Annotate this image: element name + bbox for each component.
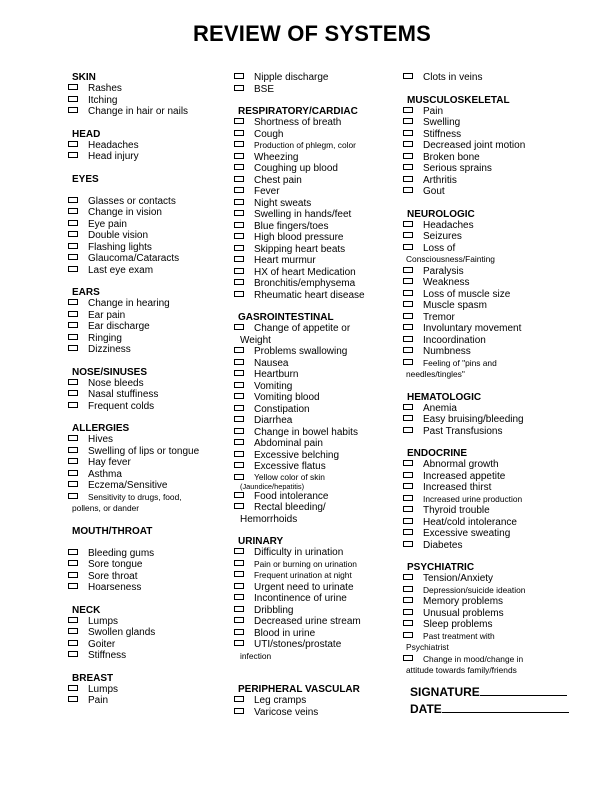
checkbox-row[interactable]: Head injury [68, 151, 228, 163]
checkbox-row[interactable]: Chest pain [234, 175, 402, 187]
checkbox[interactable] [403, 141, 413, 147]
checkbox-row[interactable]: Heart murmur [234, 255, 402, 267]
checkbox[interactable] [403, 632, 413, 638]
page-title: REVIEW OF SYSTEMS [192, 21, 432, 46]
checkbox-row[interactable]: Hay fever [68, 457, 228, 469]
signature-label: SIGNATURE [410, 685, 480, 699]
checkbox[interactable] [234, 560, 244, 566]
checkbox-row[interactable]: Asthma [68, 469, 228, 481]
section-allergies [68, 423, 228, 515]
checkbox[interactable] [234, 640, 244, 646]
section-heading: GASROINTESTINAL [238, 312, 334, 323]
checkbox[interactable] [403, 290, 413, 296]
checkbox[interactable] [234, 324, 244, 330]
checkbox[interactable] [234, 503, 244, 509]
checkbox[interactable] [68, 220, 78, 226]
checkbox-row[interactable]: Blood in urine [234, 628, 402, 640]
checkbox[interactable] [68, 141, 78, 147]
section-urinary [234, 536, 402, 662]
checkbox-row[interactable]: Swelling of lips or tongue [68, 446, 228, 458]
checkbox-row[interactable]: Itching [68, 95, 228, 107]
checkbox[interactable] [234, 210, 244, 216]
checkbox[interactable] [403, 359, 413, 365]
checkbox-row[interactable]: Abdominal pain [234, 438, 402, 450]
checkbox[interactable] [234, 629, 244, 635]
checkbox[interactable] [68, 197, 78, 203]
checkbox-row[interactable]: Ear discharge [68, 321, 228, 333]
section-heading: HEMATOLOGIC [407, 391, 482, 403]
section-heading: PSYCHIATRIC [407, 562, 475, 573]
checkbox[interactable] [234, 347, 244, 353]
checkbox[interactable] [403, 347, 413, 353]
checkbox[interactable] [403, 574, 413, 580]
checkbox[interactable] [234, 416, 244, 422]
checkbox-row[interactable]: Seizures [403, 231, 578, 243]
checkbox[interactable] [403, 313, 413, 319]
checkbox-row[interactable]: Food intolerance [234, 491, 402, 503]
checkbox-row[interactable]: Diarrhea [234, 415, 402, 427]
checkbox[interactable] [234, 187, 244, 193]
checkbox[interactable] [403, 529, 413, 535]
section-heading: NECK [72, 604, 101, 616]
checkbox-row[interactable]: Increased thirst [403, 482, 578, 494]
checkbox-row[interactable]: Change of appetite or [234, 323, 402, 335]
checkbox[interactable] [403, 495, 413, 501]
checkbox[interactable] [403, 73, 413, 79]
checkbox[interactable] [234, 85, 244, 91]
date-field[interactable] [410, 701, 569, 716]
checkbox-row[interactable]: Abnormal growth [403, 459, 578, 471]
checkbox-row[interactable]: Tension/Anxiety [403, 573, 578, 585]
section-peripheral-continued [403, 72, 578, 84]
section-heading: MOUTH/THROAT [72, 525, 153, 537]
checkbox-row[interactable]: Double vision [68, 230, 228, 242]
checkbox-row[interactable]: Dizziness [68, 344, 228, 356]
checkbox-row[interactable]: Lumps [68, 684, 228, 696]
checkbox[interactable] [68, 243, 78, 249]
checkbox[interactable] [403, 267, 413, 273]
checkbox-row[interactable]: Ringing [68, 333, 228, 345]
checkbox[interactable] [234, 594, 244, 600]
checkbox-row[interactable]: Lumps [68, 616, 228, 628]
checkbox-row[interactable]: Change in bowel habits [234, 427, 402, 439]
checkbox-row[interactable]: Swollen glands [68, 627, 228, 639]
checkbox-row[interactable]: Flashing lights [68, 242, 228, 254]
checkbox-row[interactable]: Pain [403, 106, 578, 118]
checkbox-row[interactable]: Loss of [403, 243, 578, 255]
checkbox-row[interactable]: Thyroid trouble [403, 505, 578, 517]
checkbox[interactable] [68, 266, 78, 272]
checkbox[interactable] [68, 254, 78, 260]
checkbox-row[interactable]: Past treatment with [403, 631, 578, 643]
checkbox-row[interactable]: HX of heart Medication [234, 267, 402, 279]
checkbox[interactable] [68, 402, 78, 408]
continuation-text: pollens, or dander [72, 503, 140, 513]
column-middle [234, 72, 402, 718]
checkbox[interactable] [68, 628, 78, 634]
checkbox[interactable] [234, 279, 244, 285]
checkbox[interactable] [234, 617, 244, 623]
section-head [68, 129, 228, 163]
continuation-text: attitude towards family/friends [406, 665, 517, 675]
checkbox-row[interactable]: Fever [234, 186, 402, 198]
checkbox[interactable] [68, 572, 78, 578]
checkbox-row[interactable]: Shortness of breath [234, 117, 402, 129]
checkbox[interactable] [234, 176, 244, 182]
continuation-text: needles/tingles" [406, 369, 465, 379]
checkbox-row[interactable]: Numbness [403, 346, 578, 358]
checkbox-row[interactable]: Vomiting blood [234, 392, 402, 404]
checkbox[interactable] [68, 299, 78, 305]
checkbox-row[interactable]: Excessive belching [234, 450, 402, 462]
checkbox-row[interactable]: Anemia [403, 403, 578, 415]
section-ears [68, 287, 228, 356]
checkbox-row[interactable]: Nasal stuffiness [68, 389, 228, 401]
checkbox[interactable] [234, 245, 244, 251]
checkbox-row[interactable]: Nose bleeds [68, 378, 228, 390]
checkbox-row[interactable]: Feeling of "pins and [403, 358, 578, 370]
checkbox[interactable] [403, 541, 413, 547]
checkbox-row[interactable]: Ear pain [68, 310, 228, 322]
checkbox[interactable] [403, 404, 413, 410]
checkbox[interactable] [234, 268, 244, 274]
checkbox-row[interactable]: Headaches [68, 140, 228, 152]
checkbox[interactable] [234, 451, 244, 457]
checkbox-row[interactable]: Diabetes [403, 540, 578, 552]
checkbox[interactable] [403, 153, 413, 159]
section-heading: NOSE/SINUSES [72, 366, 148, 378]
checkbox[interactable] [234, 359, 244, 365]
checkbox[interactable] [234, 548, 244, 554]
checkbox[interactable] [403, 655, 413, 661]
checkbox-row[interactable]: Hives [68, 434, 228, 446]
checkbox-row[interactable]: Excessive flatus [234, 461, 402, 473]
checkbox[interactable] [68, 447, 78, 453]
checkbox[interactable] [68, 322, 78, 328]
checkbox-row[interactable]: Muscle spasm [403, 300, 578, 312]
checkbox[interactable] [68, 311, 78, 317]
checkbox[interactable] [403, 107, 413, 113]
checkbox[interactable] [234, 73, 244, 79]
checkbox[interactable] [68, 345, 78, 351]
checkbox-row[interactable]: Sleep problems [403, 619, 578, 631]
section-mouth-throat [68, 526, 228, 594]
checkbox-row[interactable]: Difficulty in urination [234, 547, 402, 559]
checkbox-row[interactable]: Urgent need to urinate [234, 582, 402, 594]
checkbox-row[interactable]: Problems swallowing [234, 346, 402, 358]
checkbox-row[interactable]: Arthritis [403, 175, 578, 187]
checkbox[interactable] [234, 708, 244, 714]
checkbox-row[interactable]: High blood pressure [234, 232, 402, 244]
column-right [403, 72, 578, 677]
checkbox-row[interactable]: Goiter [68, 639, 228, 651]
checkbox-row[interactable]: Rectal bleeding/ [234, 502, 402, 514]
checkbox[interactable] [403, 187, 413, 193]
checkbox[interactable] [403, 586, 413, 592]
checkbox-row[interactable]: Pain [68, 695, 228, 707]
checkbox[interactable] [403, 483, 413, 489]
checkbox-row[interactable]: Sore throat [68, 571, 228, 583]
section-psychiatric [403, 562, 578, 677]
checkbox[interactable] [403, 597, 413, 603]
checkbox[interactable] [234, 370, 244, 376]
section-skin [68, 72, 228, 118]
checkbox-row[interactable]: Night sweats [234, 198, 402, 210]
checkbox-row[interactable]: Glasses or contacts [68, 196, 228, 208]
section-heading: EARS [72, 287, 100, 298]
checkbox-row[interactable]: Decreased urine stream [234, 616, 402, 628]
checkbox-row[interactable]: Incontinence of urine [234, 593, 402, 605]
checkbox[interactable] [403, 118, 413, 124]
checkbox[interactable] [234, 492, 244, 498]
checkbox-row[interactable]: Sensitivity to drugs, food, [68, 492, 228, 504]
date-label: DATE [410, 702, 442, 716]
checkbox[interactable] [403, 244, 413, 250]
checkbox-row[interactable]: Change in hair or nails [68, 106, 228, 118]
column-left [68, 72, 228, 707]
continuation-text: (Jaundice/hepatitis) [240, 481, 305, 491]
checkbox-row[interactable]: Heat/cold intolerance [403, 517, 578, 529]
checkbox-row[interactable]: BSE [234, 84, 402, 96]
checkbox-row[interactable]: Weakness [403, 277, 578, 289]
checkbox-row[interactable]: Gout [403, 186, 578, 198]
checkbox-row[interactable]: Swelling [403, 117, 578, 129]
checkbox[interactable] [234, 153, 244, 159]
checkbox-row[interactable]: Serious sprains [403, 163, 578, 175]
section-heading: ENDOCRINE [407, 448, 468, 459]
checkbox-row[interactable]: Swelling in hands/feet [234, 209, 402, 221]
section-heading: ALLERGIES [72, 423, 130, 434]
checkbox[interactable] [68, 470, 78, 476]
checkbox[interactable] [234, 141, 244, 147]
section-heading: BREAST [72, 672, 114, 684]
checkbox[interactable] [403, 472, 413, 478]
checkbox[interactable] [234, 233, 244, 239]
checkbox[interactable] [68, 583, 78, 589]
checkbox-row[interactable]: Easy bruising/bleeding [403, 414, 578, 426]
section-heading: MUSCULOSKELETAL [407, 94, 510, 106]
checkbox-row[interactable]: Stiffness [403, 129, 578, 141]
checkbox[interactable] [234, 164, 244, 170]
checkbox[interactable] [403, 301, 413, 307]
section-heading: PERIPHERAL VASCULAR [238, 684, 360, 695]
checkbox-row[interactable]: Hoarseness [68, 582, 228, 594]
continuation-text: infection [240, 650, 272, 661]
checkbox-row[interactable]: Change in hearing [68, 298, 228, 310]
checkbox[interactable] [234, 393, 244, 399]
checkbox-row[interactable]: Rheumatic heart disease [234, 290, 402, 302]
checkbox[interactable] [234, 696, 244, 702]
checkbox-row[interactable]: Bronchitis/emphysema [234, 278, 402, 290]
checkbox-row[interactable]: Excessive sweating [403, 528, 578, 540]
checkbox-row[interactable]: Vomiting [234, 381, 402, 393]
checkbox[interactable] [68, 208, 78, 214]
checkbox[interactable] [234, 291, 244, 297]
checkbox[interactable] [403, 427, 413, 433]
section-heading: URINARY [238, 536, 284, 547]
checkbox[interactable] [68, 96, 78, 102]
checkbox-row[interactable]: Frequent colds [68, 401, 228, 413]
section-heading: SKIN [72, 72, 96, 83]
checkbox[interactable] [403, 130, 413, 136]
checkbox-row[interactable]: Unusual problems [403, 608, 578, 620]
checkbox[interactable] [68, 390, 78, 396]
checkbox-row[interactable]: Eye pain [68, 219, 228, 231]
checkbox[interactable] [234, 118, 244, 124]
date-line[interactable] [442, 701, 569, 713]
checkbox-row[interactable]: UTI/stones/prostate [234, 639, 402, 651]
section-neurologic [403, 209, 578, 381]
checkbox[interactable] [68, 334, 78, 340]
signature-line[interactable] [480, 684, 567, 696]
checkbox-row[interactable]: Rashes [68, 83, 228, 95]
section-breast [68, 673, 228, 707]
checkbox[interactable] [68, 696, 78, 702]
checkbox[interactable] [403, 336, 413, 342]
checkbox-row[interactable]: Depression/suicide ideation [403, 585, 578, 597]
section-heading: HEAD [72, 128, 101, 140]
continuation-text: Weight [240, 334, 271, 346]
checkbox[interactable] [234, 571, 244, 577]
section-eyes [68, 174, 228, 277]
checkbox-row[interactable]: Broken bone [403, 152, 578, 164]
section-gastrointestinal [234, 312, 402, 525]
checkbox-row[interactable]: Bleeding gums [68, 548, 228, 560]
checkbox-row[interactable]: Change in vision [68, 207, 228, 219]
section-hematologic [403, 392, 578, 438]
checkbox[interactable] [403, 620, 413, 626]
checkbox-row[interactable]: Headaches [403, 220, 578, 232]
checkbox-row[interactable]: Dribbling [234, 605, 402, 617]
section-heading: RESPIRATORY/CARDIAC [238, 106, 358, 117]
checkbox[interactable] [68, 84, 78, 90]
checkbox[interactable] [403, 506, 413, 512]
checkbox-row[interactable]: Clots in veins [403, 72, 578, 84]
checkbox[interactable] [234, 439, 244, 445]
checkbox[interactable] [403, 176, 413, 182]
checkbox[interactable] [403, 415, 413, 421]
checkbox[interactable] [234, 606, 244, 612]
checkbox[interactable] [403, 324, 413, 330]
checkbox[interactable] [403, 232, 413, 238]
checkbox[interactable] [403, 278, 413, 284]
checkbox-row[interactable]: Frequent urination at night [234, 570, 402, 582]
checkbox-row[interactable]: Stiffness [68, 650, 228, 662]
checkbox-row[interactable]: Yellow color of skin [234, 473, 402, 482]
continuation-text: Hemorrhoids [240, 513, 298, 525]
checkbox[interactable] [68, 640, 78, 646]
checkbox-row[interactable]: Loss of muscle size [403, 289, 578, 301]
section-endocrine [403, 448, 578, 551]
checkbox-row[interactable]: Sore tongue [68, 559, 228, 571]
checkbox-row[interactable]: Paralysis [403, 266, 578, 278]
checkbox[interactable] [234, 405, 244, 411]
checkbox-row[interactable]: Pain or burning on urination [234, 559, 402, 571]
checkbox[interactable] [403, 460, 413, 466]
section-heading: NEUROLOGIC [407, 208, 475, 220]
checkbox-row[interactable]: Skipping heart beats [234, 244, 402, 256]
checkbox-row[interactable]: Change in mood/change in [403, 654, 578, 666]
checkbox-row[interactable]: Production of phlegm, color [234, 140, 402, 152]
checkbox-row[interactable]: Varicose veins [234, 707, 402, 719]
checkbox[interactable] [68, 651, 78, 657]
checkbox[interactable] [68, 549, 78, 555]
checkbox-row[interactable]: Tremor [403, 312, 578, 324]
checkbox[interactable] [68, 493, 78, 499]
checkbox[interactable] [234, 428, 244, 434]
checkbox-row[interactable]: Increased appetite [403, 471, 578, 483]
checkbox-row[interactable]: Eczema/Sensitive [68, 480, 228, 492]
continuation-text: Psychiatrist [406, 642, 449, 652]
checkbox[interactable] [68, 560, 78, 566]
checkbox[interactable] [68, 685, 78, 691]
checkbox[interactable] [68, 152, 78, 158]
section-respiratory-cardiac [234, 106, 402, 301]
checkbox[interactable] [234, 130, 244, 136]
checkbox-row[interactable]: Decreased joint motion [403, 140, 578, 152]
checkbox[interactable] [234, 256, 244, 262]
checkbox-row[interactable]: Last eye exam [68, 265, 228, 277]
section-musculoskeletal [403, 95, 578, 198]
checkbox-row[interactable]: Coughing up blood [234, 163, 402, 175]
checkbox[interactable] [403, 164, 413, 170]
checkbox-row[interactable]: Nipple discharge [234, 72, 402, 84]
checkbox-row[interactable]: Past Transfusions [403, 426, 578, 438]
checkbox[interactable] [234, 199, 244, 205]
checkbox[interactable] [234, 462, 244, 468]
checkbox[interactable] [68, 107, 78, 113]
continuation-text: Consciousness/Fainting [406, 254, 495, 264]
section-peripheral-vascular [234, 684, 402, 718]
checkbox[interactable] [234, 474, 244, 480]
checkbox-row[interactable]: Leg cramps [234, 695, 402, 707]
checkbox[interactable] [234, 222, 244, 228]
signature-field[interactable] [410, 684, 567, 699]
checkbox-row[interactable]: Incoordination [403, 335, 578, 347]
checkbox[interactable] [234, 583, 244, 589]
checkbox[interactable] [403, 221, 413, 227]
section-heading: EYES [72, 173, 99, 185]
checkbox-row[interactable]: Constipation [234, 404, 402, 416]
checkbox[interactable] [68, 617, 78, 623]
checkbox[interactable] [403, 518, 413, 524]
checkbox-row[interactable]: Heartburn [234, 369, 402, 381]
checkbox-row[interactable]: Nausea [234, 358, 402, 370]
checkbox-row[interactable]: Wheezing [234, 152, 402, 164]
checkbox[interactable] [234, 382, 244, 388]
checkbox-row[interactable]: Memory problems [403, 596, 578, 608]
checkbox[interactable] [68, 379, 78, 385]
checkbox-row[interactable]: Glaucoma/Cataracts [68, 253, 228, 265]
section-neck [68, 605, 228, 662]
checkbox[interactable] [68, 435, 78, 441]
checkbox-row[interactable]: Blue fingers/toes [234, 221, 402, 233]
checkbox[interactable] [68, 231, 78, 237]
section-breast-continued [234, 72, 402, 95]
checkbox-row[interactable]: Involuntary movement [403, 323, 578, 335]
checkbox-row[interactable]: Cough [234, 129, 402, 141]
section-nose-sinuses [68, 367, 228, 413]
checkbox[interactable] [68, 481, 78, 487]
checkbox[interactable] [403, 609, 413, 615]
checkbox-row[interactable]: Increased urine production [403, 494, 578, 506]
checkbox[interactable] [68, 458, 78, 464]
